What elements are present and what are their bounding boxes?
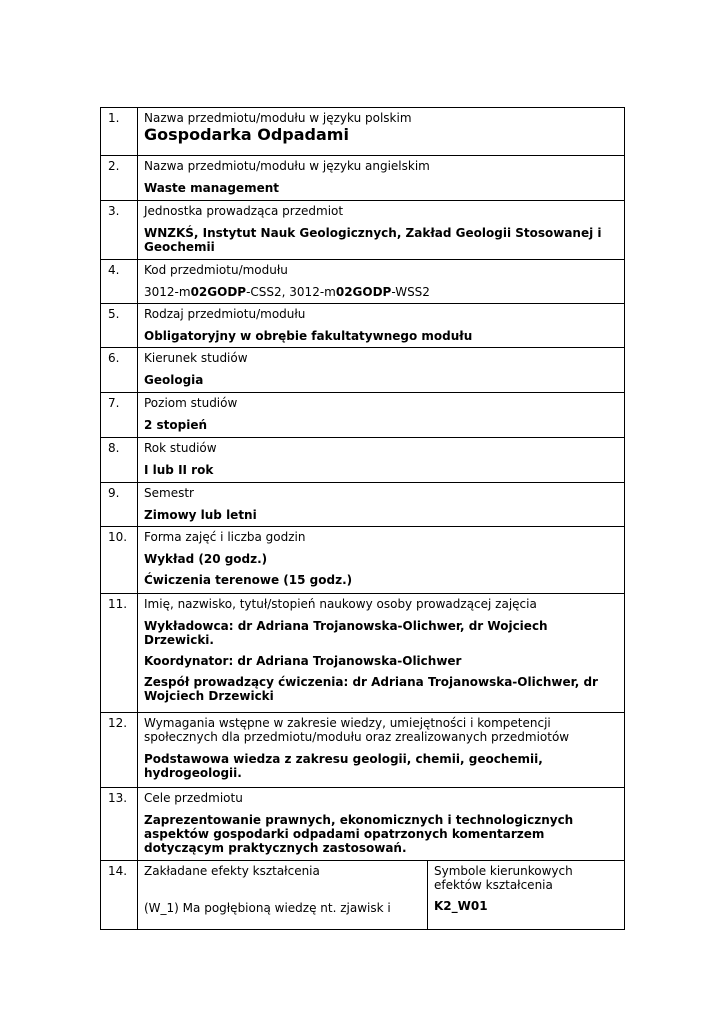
course-objectives: Zaprezentowanie prawnych, ekonomicznych i technologicznych aspektów gospodarki odpadami opatrzonych komentarzem dotyczącym praktycznych zastosowań. <box>144 813 574 855</box>
field-label: Forma zajęć i liczba godzin <box>144 530 306 544</box>
lecturer: Wykładowca: dr Adriana Trojanowska-Olichwer, dr Wojciech Drzewicki. <box>144 619 548 647</box>
row-number: 7. <box>101 393 138 438</box>
outcome-symbol: K2_W01 <box>434 899 488 913</box>
table-row <box>101 527 625 594</box>
table-row <box>101 594 625 713</box>
row-number: 6. <box>101 348 138 393</box>
field-label: Poziom studiów <box>144 396 238 410</box>
table-row <box>101 788 625 861</box>
field-label: Rodzaj przedmiotu/modułu <box>144 307 306 321</box>
field-label: Nazwa przedmiotu/modułu w języku polskim <box>144 111 412 125</box>
field-label: Nazwa przedmiotu/modułu w języku angielskim <box>144 159 430 173</box>
symbols-label: Symbole kierunkowych efektów kształcenia <box>434 864 573 892</box>
study-level: 2 stopień <box>144 418 208 432</box>
table-row <box>101 201 625 260</box>
row-number: 4. <box>101 260 138 304</box>
field-label: Rok studiów <box>144 441 217 455</box>
class-form-field-exercises: Ćwiczenia terenowe (15 godz.) <box>144 573 353 587</box>
course-name-polish: Gospodarka Odpadami <box>144 125 349 144</box>
row-number: 2. <box>101 156 138 201</box>
row-number: 1. <box>101 108 138 156</box>
semester: Zimowy lub letni <box>144 508 257 522</box>
field-label: Kod przedmiotu/modułu <box>144 263 288 277</box>
row-number: 14. <box>101 861 138 930</box>
table-row <box>101 108 625 156</box>
row-number: 5. <box>101 304 138 348</box>
row-number: 8. <box>101 438 138 483</box>
teaching-unit: WNZKŚ, Instytut Nauk Geologicznych, Zakład Geologii Stosowanej i Geochemii <box>144 226 602 254</box>
study-year: I lub II rok <box>144 463 214 477</box>
field-label: Wymagania wstępne w zakresie wiedzy, umiejętności i kompetencji społecznych dla przedmiotu/modułu oraz zrealizowanych przedmiotów <box>144 716 570 744</box>
table-row <box>101 393 625 438</box>
row-number: 11. <box>101 594 138 713</box>
prerequisites: Podstawowa wiedza z zakresu geologii, chemii, geochemii, hydrogeologii. <box>144 752 543 780</box>
field-label: Kierunek studiów <box>144 351 248 365</box>
row-number: 12. <box>101 713 138 788</box>
course-name-english: Waste management <box>144 181 279 195</box>
course-code: 3012-m02GODP-CSS2, 3012-m02GODP-WSS2 <box>144 285 430 299</box>
field-label: Imię, nazwisko, tytuł/stopień naukowy osoby prowadzącej zajęcia <box>144 597 537 611</box>
field-of-study: Geologia <box>144 373 204 387</box>
field-label: Jednostka prowadząca przedmiot <box>144 204 344 218</box>
field-label: Semestr <box>144 486 194 500</box>
course-type: Obligatoryjny w obrębie fakultatywnego modułu <box>144 329 473 343</box>
table-row <box>101 260 625 304</box>
table-row <box>101 861 625 930</box>
coordinator: Koordynator: dr Adriana Trojanowska-Olichwer <box>144 654 462 668</box>
table-row <box>101 483 625 527</box>
row-number: 13. <box>101 788 138 861</box>
row-number: 3. <box>101 201 138 260</box>
course-syllabus-table <box>100 107 625 930</box>
table-row <box>101 304 625 348</box>
table-row <box>101 438 625 483</box>
table-row <box>101 713 625 788</box>
field-label: Cele przedmiotu <box>144 791 243 805</box>
class-form-lecture: Wykład (20 godz.) <box>144 552 268 566</box>
learning-outcome: (W_1) Ma pogłębioną wiedzę nt. zjawisk i <box>144 901 391 915</box>
table-row <box>101 156 625 201</box>
table-row <box>101 348 625 393</box>
row-number: 9. <box>101 483 138 527</box>
row-number: 10. <box>101 527 138 594</box>
field-label: Zakładane efekty kształcenia <box>144 864 320 878</box>
exercise-team: Zespół prowadzący ćwiczenia: dr Adriana Trojanowska-Olichwer, dr Wojciech Drzewicki <box>144 675 598 703</box>
